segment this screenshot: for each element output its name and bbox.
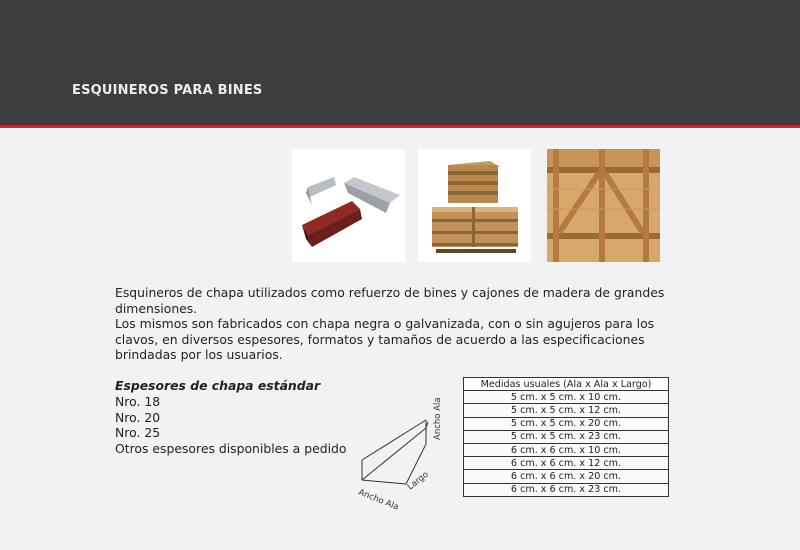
table-row: 6 cm. x 6 cm. x 10 cm. [464,443,669,456]
thickness-list [115,378,365,457]
thickness-item: Nro. 20 [115,409,161,425]
corner-profile-diagram [352,392,464,518]
label-wing-bottom: Ancho Ala [356,487,401,513]
description-paragraph: Los mismos son fabricados con chapa negra o galvanizada, con o sin agujeros para los clavos, en diversos espesores, formatos y tamaños de acuerdo a las especificaciones brindadas por los usuarios. [115,316,655,363]
corner-protectors-photo [292,149,405,262]
table-row: 6 cm. x 6 cm. x 23 cm. [464,483,669,496]
table-row: 5 cm. x 5 cm. x 20 cm. [464,417,669,430]
header-accent-line [0,124,800,128]
thickness-heading: Espesores de chapa estándar [115,378,321,393]
page-header [0,0,800,124]
table-row: 6 cm. x 6 cm. x 20 cm. [464,470,669,483]
description-paragraph: Esquineros de chapa utilizados como refuerzo de bines y cajones de madera de grandes dimensiones. [115,285,665,316]
page-title: ESQUINEROS PARA BINES [72,83,263,98]
thickness-item: Nro. 18 [115,393,161,409]
table-row: 6 cm. x 6 cm. x 12 cm. [464,457,669,470]
sizes-table [463,377,669,497]
table-row: 5 cm. x 5 cm. x 23 cm. [464,430,669,443]
table-row: 5 cm. x 5 cm. x 10 cm. [464,391,669,404]
wooden-crate-photo [547,149,660,262]
table-row: 5 cm. x 5 cm. x 12 cm. [464,404,669,417]
wooden-bins-photo [418,149,531,262]
thickness-item: Nro. 25 [115,425,161,441]
table-header: Medidas usuales (Ala x Ala x Largo) [464,378,669,391]
thickness-item: Otros espesores disponibles a pedido [115,441,347,457]
product-description [115,285,665,363]
label-length: Largo [405,469,431,493]
label-wing-vertical: Ancho Ala [433,397,443,440]
